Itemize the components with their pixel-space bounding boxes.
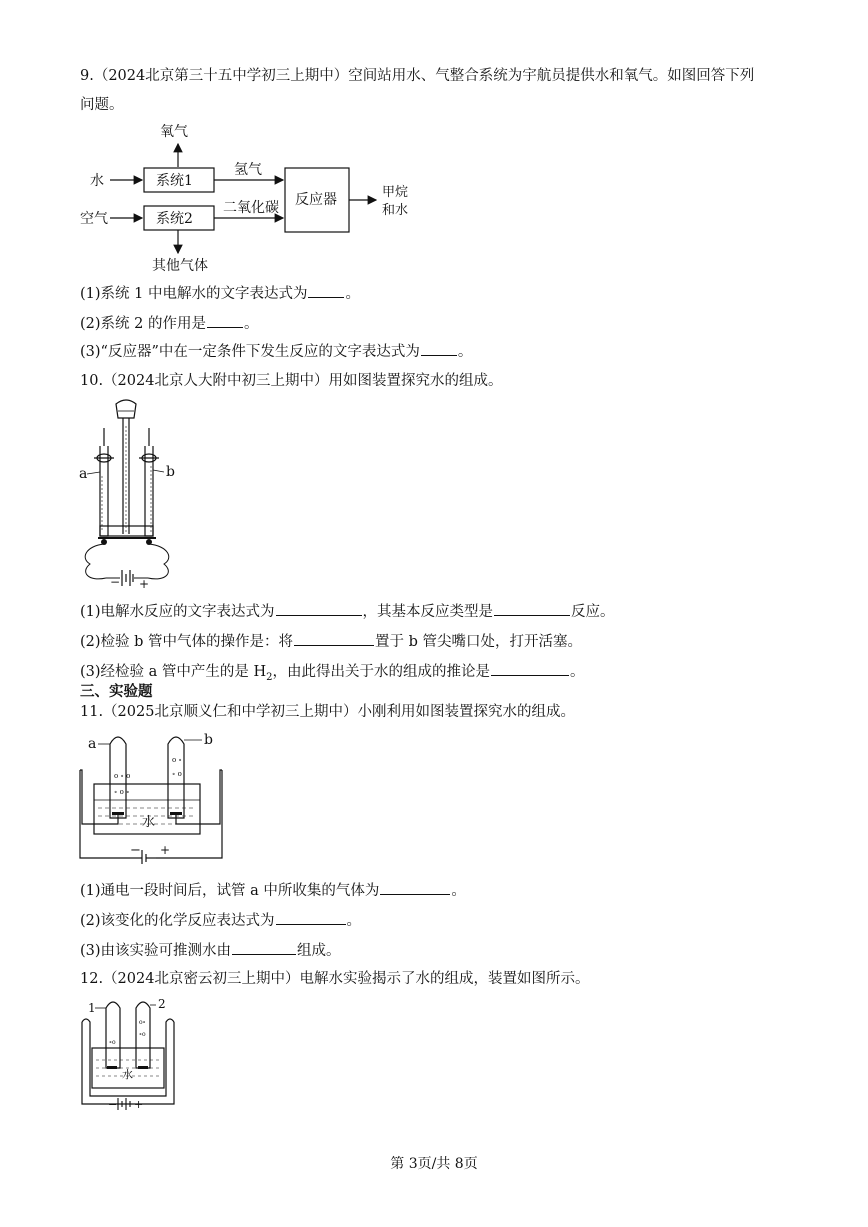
q9-sub1	[80, 283, 360, 304]
q9-co2-label: 二氧化碳	[223, 200, 279, 216]
q11-sub3	[80, 940, 341, 961]
q11-plus: +	[160, 843, 171, 857]
q10-sub2-text-b: 置于 b 管尖嘴口处，打开活塞。	[375, 634, 583, 650]
q10-sub3-text-b: ，由此得出关于水的组成的推论是	[272, 664, 491, 680]
q11-sub2-text: (2)该变化的化学反应表达式为	[80, 913, 275, 929]
q9-sub2-text: (2)系统 2 的作用是	[80, 316, 206, 332]
q12-electrolysis-apparatus	[78, 994, 188, 1114]
q9-sub3-text: (3)“反应器”中在一定条件下发生反应的文字表达式为	[80, 344, 420, 360]
q10-sub3-subscript: 2	[266, 671, 273, 683]
q12-stem: 12.（2024北京密云初三上期中）电解水实验揭示了水的组成，装置如图所示。	[80, 971, 590, 987]
q11-bubbles-a: ο ∘ ο	[114, 772, 131, 780]
q11-sub1	[80, 880, 466, 901]
section-title: 三、实验题	[80, 684, 153, 700]
q9-sub3-blank[interactable]	[421, 341, 457, 356]
q9-other-gas-label: 其他气体	[152, 258, 208, 274]
q9-sub2-end: 。	[243, 316, 259, 332]
q12-bubbles-3: ∘ο	[139, 1031, 146, 1038]
q9-product1-label: 甲烷	[382, 185, 409, 200]
q11-stem: 11.（2025北京顺义仁和中学初三上期中）小刚利用如图装置探究水的组成。	[80, 704, 575, 720]
q10-sub3-blank[interactable]	[491, 661, 569, 676]
q10-label-b: b	[166, 464, 175, 480]
q10-plus: +	[139, 577, 150, 590]
q9-sub3	[80, 341, 472, 362]
q12-minus: −	[108, 1098, 118, 1111]
q10-stem: 10.（2024北京人大附中初三上期中）用如图装置探究水的组成。	[80, 373, 503, 389]
q11-label-b: b	[204, 732, 213, 748]
q9-water-label: 水	[90, 173, 104, 189]
q11-sub1-end: 。	[451, 883, 466, 899]
q11-minus: −	[130, 843, 141, 858]
q10-hofmann-apparatus	[76, 396, 186, 590]
q11-sub3-blank[interactable]	[232, 940, 296, 955]
q10-sub1	[80, 601, 615, 622]
q12-bubbles-2: ο∘	[139, 1019, 146, 1026]
q12-label-2: 2	[158, 997, 166, 1011]
q11-sub3-text: (3)由该实验可推测水由	[80, 943, 232, 959]
q10-sub1-text-a: (1)电解水反应的文字表达式为	[80, 604, 275, 620]
q11-bubbles-a2: ∘ ο ∘	[114, 788, 130, 796]
q11-water-label: 水	[142, 815, 156, 830]
q11-sub2-end: 。	[346, 913, 362, 929]
q10-sub2	[80, 631, 582, 652]
q9-sub1-text: (1)系统 1 中电解水的文字表达式为	[80, 286, 308, 302]
q11-sub1-text: (1)通电一段时间后，试管 a 中所收集的气体为	[80, 883, 380, 899]
q12-water-label: 水	[122, 1068, 133, 1081]
q9-stem-line1: 9.（2024北京第三十五中学初三上期中）空间站用水、气整合系统为宇航员提供水和氧气。如图回答下列	[80, 68, 755, 84]
q11-label-a: a	[88, 736, 97, 752]
q9-oxygen-label: 氧气	[160, 124, 188, 140]
q9-sub3-end: 。	[457, 344, 473, 360]
q11-sub2	[80, 910, 361, 931]
q11-sub3-end: 组成。	[297, 943, 341, 959]
q11-bubbles-b: ο ∘	[172, 756, 182, 764]
q11-sub2-blank[interactable]	[276, 910, 346, 925]
q9-flow-diagram	[78, 118, 438, 278]
q11-bubbles-b2: ∘ ο	[172, 770, 182, 778]
q10-minus: −	[110, 575, 121, 589]
q9-sub2-blank[interactable]	[207, 313, 243, 328]
q10-sub2-blank[interactable]	[294, 631, 374, 646]
q10-sub3-end: 。	[570, 664, 585, 680]
q9-system1-label: 系统1	[156, 173, 193, 189]
q9-system2-label: 系统2	[156, 211, 193, 227]
q10-sub1-text-b: ，其基本反应类型是	[362, 604, 494, 620]
q10-sub1-blank1[interactable]	[276, 601, 362, 616]
q12-label-1: 1	[88, 1001, 96, 1015]
q12-bubbles-1: ∘ο	[109, 1039, 116, 1046]
q9-product2-label: 和水	[382, 203, 409, 218]
q10-sub2-text-a: (2)检验 b 管中气体的操作是：将	[80, 634, 294, 650]
page-footer: 第 3页/共 8页	[390, 1156, 478, 1172]
q10-sub1-blank2[interactable]	[494, 601, 570, 616]
q10-sub1-text-c: 反应。	[571, 604, 615, 620]
q9-hydrogen-label: 氢气	[234, 162, 262, 178]
q10-label-a: a	[79, 466, 88, 482]
q9-sub1-blank[interactable]	[308, 283, 344, 298]
q9-stem-line2: 问题。	[80, 97, 124, 113]
q9-sub1-end: 。	[345, 286, 360, 302]
q11-sub1-blank[interactable]	[380, 880, 450, 895]
q10-sub3-text-a: (3)经检验 a 管中产生的是 H	[80, 664, 267, 680]
q9-air-label: 空气	[80, 211, 108, 227]
q11-electrolysis-apparatus	[78, 728, 228, 864]
q9-sub2	[80, 313, 258, 334]
q9-reactor-label: 反应器	[295, 192, 337, 208]
q10-sub3	[80, 661, 585, 688]
q12-plus: +	[134, 1098, 144, 1111]
